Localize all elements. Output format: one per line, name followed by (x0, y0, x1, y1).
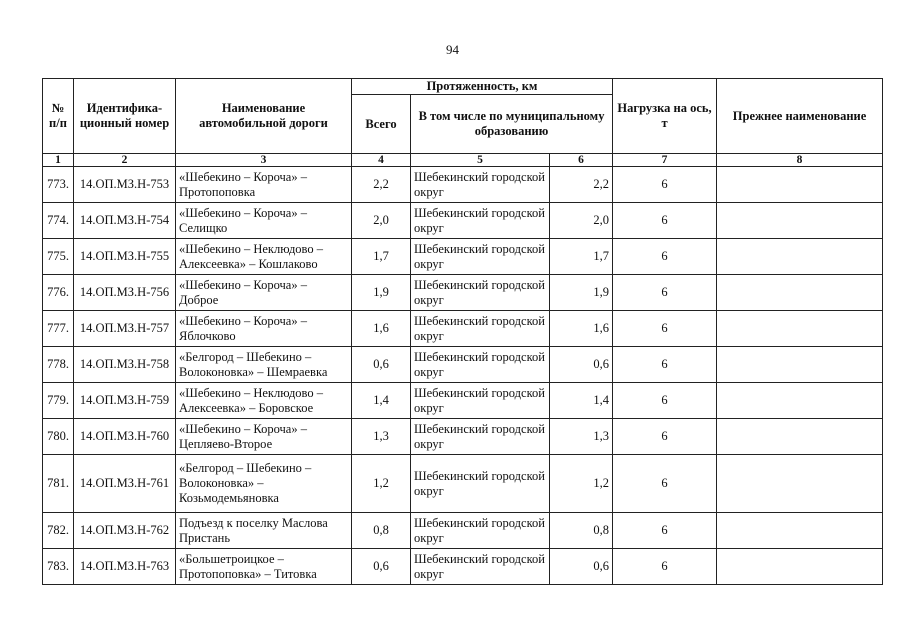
header-axle: Нагрузка на ось, т (613, 79, 717, 154)
column-numbers-row (43, 154, 883, 167)
row-number: 776. (43, 275, 74, 311)
header-num: № п/п (43, 79, 74, 154)
axle-load: 6 (613, 203, 717, 239)
row-number: 777. (43, 311, 74, 347)
row-number: 774. (43, 203, 74, 239)
length-municipal: 1,9 (550, 275, 613, 311)
header-total: Всего (352, 95, 411, 154)
column-number: 6 (550, 154, 613, 167)
header-length-group: Протяженность, км (352, 79, 613, 95)
table-row (43, 239, 883, 275)
municipality: Шебекинский городской округ (411, 167, 550, 203)
road-id: 14.ОП.МЗ.Н-761 (74, 455, 176, 513)
road-id: 14.ОП.МЗ.Н-758 (74, 347, 176, 383)
row-number: 779. (43, 383, 74, 419)
table-row (43, 347, 883, 383)
length-municipal: 0,6 (550, 347, 613, 383)
length-municipal: 2,2 (550, 167, 613, 203)
table-row (43, 203, 883, 239)
road-name: «Белгород – Шебекино – Волоконовка» – Козьмодемьяновка (176, 455, 352, 513)
axle-load: 6 (613, 383, 717, 419)
table-row (43, 419, 883, 455)
length-municipal: 0,8 (550, 513, 613, 549)
axle-load: 6 (613, 275, 717, 311)
municipality: Шебекинский городской округ (411, 549, 550, 585)
previous-name (717, 383, 883, 419)
column-number: 4 (352, 154, 411, 167)
row-number: 782. (43, 513, 74, 549)
axle-load: 6 (613, 167, 717, 203)
length-total: 1,2 (352, 455, 411, 513)
length-total: 0,8 (352, 513, 411, 549)
length-total: 1,6 (352, 311, 411, 347)
column-number: 2 (74, 154, 176, 167)
road-id: 14.ОП.МЗ.Н-756 (74, 275, 176, 311)
axle-load: 6 (613, 455, 717, 513)
length-total: 2,2 (352, 167, 411, 203)
length-total: 1,9 (352, 275, 411, 311)
row-number: 783. (43, 549, 74, 585)
length-total: 0,6 (352, 549, 411, 585)
previous-name (717, 275, 883, 311)
road-name: «Шебекино – Короча» – Доброе (176, 275, 352, 311)
axle-load: 6 (613, 549, 717, 585)
column-number: 1 (43, 154, 74, 167)
table-row (43, 275, 883, 311)
previous-name (717, 455, 883, 513)
axle-load: 6 (613, 513, 717, 549)
row-number: 773. (43, 167, 74, 203)
previous-name (717, 203, 883, 239)
road-id: 14.ОП.МЗ.Н-755 (74, 239, 176, 275)
table-row (43, 167, 883, 203)
row-number: 780. (43, 419, 74, 455)
road-name: Подъезд к поселку Маслова Пристань (176, 513, 352, 549)
length-total: 1,3 (352, 419, 411, 455)
road-name: «Белгород – Шебекино – Волоконовка» – Шемраевка (176, 347, 352, 383)
length-municipal: 1,7 (550, 239, 613, 275)
column-number: 3 (176, 154, 352, 167)
municipality: Шебекинский городской округ (411, 275, 550, 311)
road-name: «Шебекино – Неклюдово – Алексеевка» – Боровское (176, 383, 352, 419)
municipality: Шебекинский городской округ (411, 455, 550, 513)
previous-name (717, 239, 883, 275)
axle-load: 6 (613, 239, 717, 275)
road-id: 14.ОП.МЗ.Н-754 (74, 203, 176, 239)
municipality: Шебекинский городской округ (411, 513, 550, 549)
length-municipal: 1,4 (550, 383, 613, 419)
municipality: Шебекинский городской округ (411, 203, 550, 239)
header-name: Наименование автомобильной дороги (176, 79, 352, 154)
previous-name (717, 549, 883, 585)
road-id: 14.ОП.МЗ.Н-753 (74, 167, 176, 203)
table-row (43, 513, 883, 549)
header-prev-name: Прежнее наименование (717, 79, 883, 154)
road-id: 14.ОП.МЗ.Н-763 (74, 549, 176, 585)
municipality: Шебекинский городской округ (411, 419, 550, 455)
municipality: Шебекинский городской округ (411, 239, 550, 275)
length-total: 0,6 (352, 347, 411, 383)
page-number: 94 (446, 42, 459, 57)
axle-load: 6 (613, 347, 717, 383)
row-number: 775. (43, 239, 74, 275)
road-id: 14.ОП.МЗ.Н-760 (74, 419, 176, 455)
column-number: 5 (411, 154, 550, 167)
previous-name (717, 513, 883, 549)
road-name: «Шебекино – Короча» – Протопоповка (176, 167, 352, 203)
length-total: 1,4 (352, 383, 411, 419)
header-municipal: В том числе по муниципальному образованию (411, 95, 613, 154)
column-number: 7 (613, 154, 717, 167)
road-id: 14.ОП.МЗ.Н-762 (74, 513, 176, 549)
length-municipal: 2,0 (550, 203, 613, 239)
length-municipal: 1,6 (550, 311, 613, 347)
roads-table (42, 78, 883, 585)
previous-name (717, 419, 883, 455)
road-name: «Шебекино – Короча» – Яблочково (176, 311, 352, 347)
municipality: Шебекинский городской округ (411, 311, 550, 347)
length-total: 2,0 (352, 203, 411, 239)
axle-load: 6 (613, 311, 717, 347)
table-row (43, 455, 883, 513)
table-body (43, 167, 883, 585)
previous-name (717, 347, 883, 383)
municipality: Шебекинский городской округ (411, 383, 550, 419)
road-name: «Шебекино – Неклюдово – Алексеевка» – Кошлаково (176, 239, 352, 275)
previous-name (717, 311, 883, 347)
length-municipal: 1,2 (550, 455, 613, 513)
axle-load: 6 (613, 419, 717, 455)
table-row (43, 383, 883, 419)
road-name: «Шебекино – Короча» – Цепляево-Второе (176, 419, 352, 455)
column-number: 8 (717, 154, 883, 167)
road-name: «Большетроицкое – Протопоповка» – Титовка (176, 549, 352, 585)
road-id: 14.ОП.МЗ.Н-759 (74, 383, 176, 419)
length-municipal: 0,6 (550, 549, 613, 585)
municipality: Шебекинский городской округ (411, 347, 550, 383)
row-number: 778. (43, 347, 74, 383)
table-header (43, 79, 883, 167)
row-number: 781. (43, 455, 74, 513)
table-row (43, 549, 883, 585)
road-name: «Шебекино – Короча» – Селищко (176, 203, 352, 239)
header-id: Идентифика-ционный номер (74, 79, 176, 154)
table-row (43, 311, 883, 347)
road-id: 14.ОП.МЗ.Н-757 (74, 311, 176, 347)
length-total: 1,7 (352, 239, 411, 275)
previous-name (717, 167, 883, 203)
length-municipal: 1,3 (550, 419, 613, 455)
